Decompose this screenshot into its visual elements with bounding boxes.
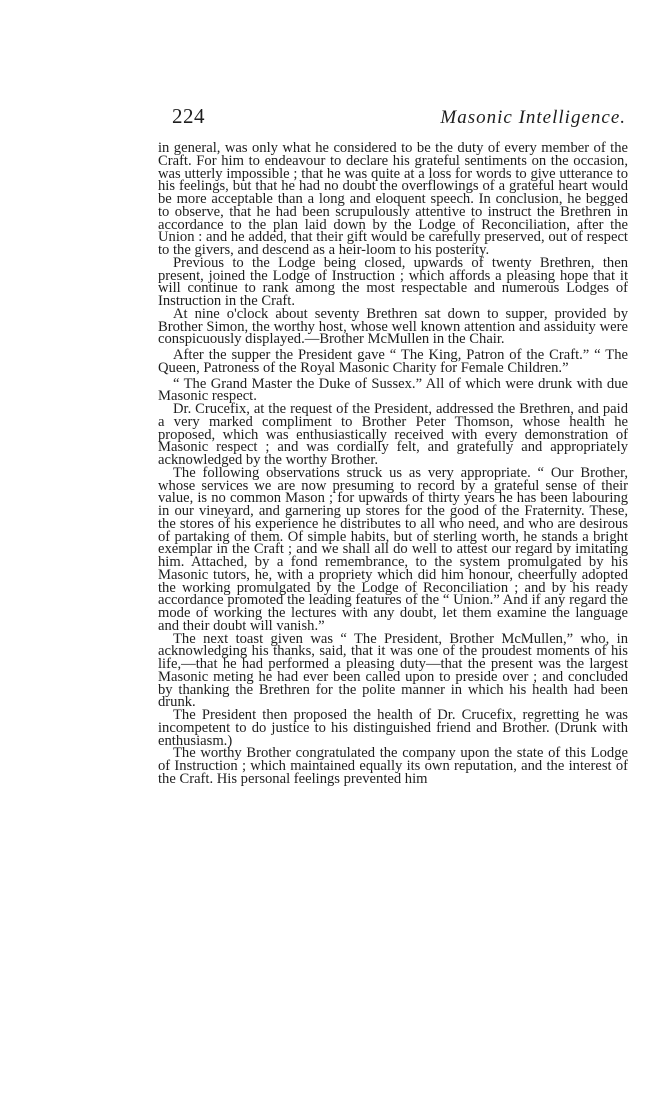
page-header [172, 104, 626, 132]
paragraph-8: The next toast given was “ The President, Brother McMullen,” who, in acknowledging his thanks, said, that it was one of the proudest moments of his life,—that he had performed a pleasing duty—that the present was the largest Masonic meting he had ever been called upon to preside over ; and concluded by thanking the Brethren for the polite manner in which his health had been drunk. [158, 630, 628, 711]
paragraph-5: “ The Grand Master the Duke of Sussex.” All of which were drunk with due Masonic respect. [158, 375, 628, 405]
paragraph-4: After the supper the President gave “ The King, Patron of the Craft.” “ The Queen, Patroness of the Royal Masonic Charity for Female Children.” [158, 347, 628, 376]
running-title: Masonic Intelligence. [440, 107, 626, 128]
paragraph-7: The following observations struck us as very appropriate. “ Our Brother, whose services we are now presuming to record by a grateful sense of their value, is no common Mason ; for upwards of thirty years he has been labouring in our vineyard, and garnering up stores for the good of the Fraternity. These, the stores of his experience he distributes to all who need, and who are desirous of partaking of them. Of simple habits, but of sterling worth, he stands a bright exemplar in the Craft ; and we shall all do well to attest our regard by imitating him. Attached, by a fond remembrance, to the system promulgated by his Masonic tutors, he, with a propriety which did him honour, cheerfully adopted the working promulgated by the Lodge of Reconciliation ; and by his ready accordance promoted the leading features of the “ Union.” And if any regard the mode of working the lectures with any doubt, let them examine the language and their doubt will vanish.” [158, 464, 628, 634]
paragraph-3: At nine o'clock about seventy Brethren sat down to supper, provided by Brother Simon, the worthy host, whose well known attention and assiduity were conspicuously displayed.—Brother McMullen in the Chair. [158, 305, 628, 348]
paragraph-6: Dr. Crucefix, at the request of the President, addressed the Brethren, and paid a very marked compliment to Brother Peter Thomson, whose health he proposed, which was enthusiastically received with every demonstration of Masonic respect ; and was cordially felt, and gratefully and appropriately acknowledged by the worthy Brother. [158, 401, 628, 468]
paragraph-9: The President then proposed the health of Dr. Crucefix, regretting he was incompetent to do justice to his distinguished friend and Brother. (Drunk with enthusiasm.) [158, 707, 628, 749]
paragraph-2: Previous to the Lodge being closed, upwards of twenty Brethren, then present, joined the Lodge of Instruction ; which affords a pleasing hope that it will continue to rank among the most respectable and numerous Lodges of Instruction in the Craft. [158, 254, 628, 309]
paragraph-10: The worthy Brother congratulated the company upon the state of this Lodge of Instruction ; which maintained equally its own reputation, and the interest of the Craft. His personal feelings prevented him [158, 745, 628, 787]
article-body [158, 142, 628, 786]
paragraph-1: in general, was only what he considered to be the duty of every member of the Craft. For him to endeavour to declare his grateful sentiments on the occasion, was utterly impossible ; that he was quite at a loss for words to give utterance to his feelings, but that he had no doubt the overflowings of a grateful heart would be more acceptable than a long and eloquent speech. In conclusion, he begged to observe, that he had been scrupulously attentive to instruct the Brethren in accordance to the plan laid down by the Lodge of Reconciliation, after the Union : and he added, that their gift would be carefully preserved, out of respect to the givers, and descend as a heir-loom to his posterity. [158, 140, 628, 258]
page-number: 224 [172, 104, 205, 128]
